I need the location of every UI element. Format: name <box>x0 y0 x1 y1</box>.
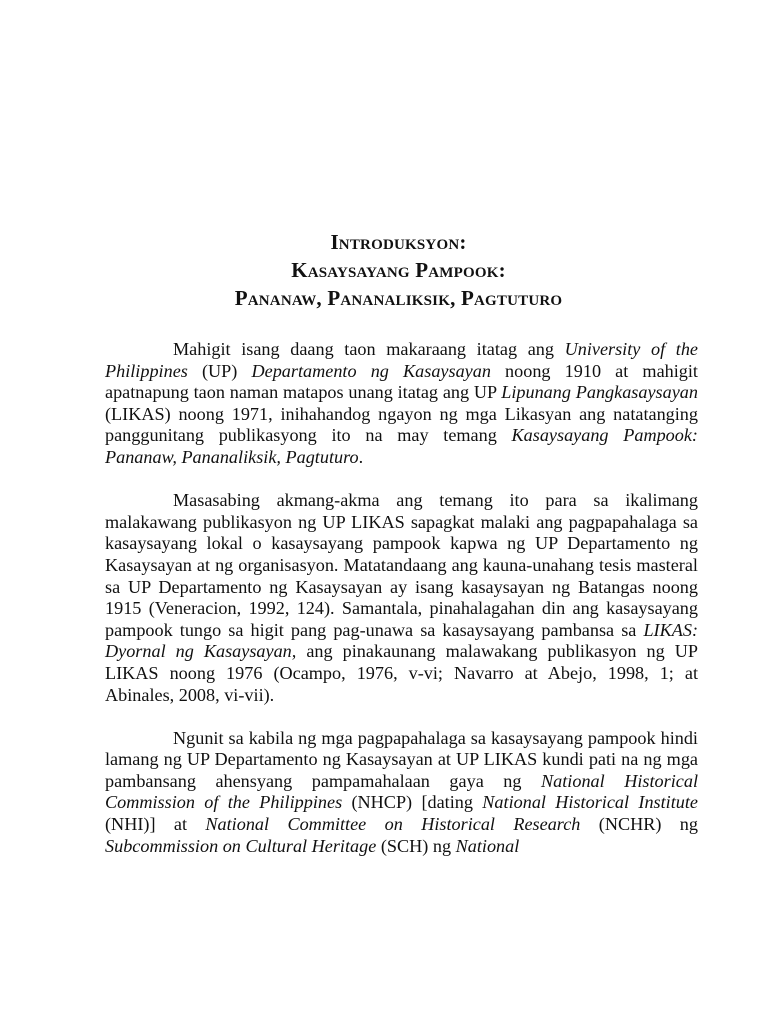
p1-run-4: noong 1910 at mahigit apatnapung taon naman matapos unang itatag ang UP <box>105 360 698 403</box>
p3-run-7: Subcommission on Cultural Heritage <box>105 835 377 856</box>
p3-run-4: (NHI)] at <box>105 814 206 835</box>
title-line-1: Introduksyon: <box>330 230 467 254</box>
p1-run-3: Departamento ng Kasaysayan <box>251 360 491 381</box>
p2-run-0: Masasabing akmang-akma ang temang ito para sa ikalimang malakawang publikasyon ng UP LIKAS sapagkat malaki ang pagpapahalaga sa kasaysayang lokal o kasaysayang pampook kapwa ng UP Departamento ng Kasaysayan at ng organisasyon. Matatandaang ang kauna-unahang tesis masteral sa UP Departamento ng Kasaysayan ay isang kasaysayan ng Batangas noong 1915 (Veneracion, 1992, 124). Samantala, pinahalagahan din ang kasaysayang pampook tungo sa higit pang pag-unawa sa kasaysayang pambansa sa <box>105 490 698 640</box>
document-title <box>99 228 698 312</box>
p3-run-9: National <box>455 835 520 856</box>
p2-run-1: LIKAS: Dyornal ng Kasaysayan, <box>105 619 698 662</box>
p1-run-2: (UP) <box>187 360 252 381</box>
p1-run-0: Mahigit isang daang taon makaraang itatag ang <box>173 339 565 359</box>
p1-run-8: . <box>358 446 364 467</box>
document-page <box>105 228 698 879</box>
p1-run-7: Kasaysayang Pampook: Pananaw, Pananaliksik, Pagtuturo <box>105 425 698 467</box>
p3-run-8: (SCH) ng <box>376 835 456 856</box>
paragraph-3 <box>105 728 698 858</box>
document-body <box>105 339 698 857</box>
p3-run-1: National Historical Commission of the Philippines <box>105 770 698 813</box>
p3-run-5: National Committee on Historical Research <box>205 814 581 835</box>
p3-run-6: (NCHR) ng <box>580 814 698 835</box>
title-line-2: Kasaysayang Pampook: <box>291 258 506 282</box>
p2-run-2: ang pinakaunang malawakang publikasyon ng UP LIKAS noong 1976 (Ocampo, 1976, v-vi; Navarro at Abejo, 1998, 1; at Abinales, 2008, vi-vii). <box>105 641 698 705</box>
title-line-3: Pananaw, Pananaliksik, Pagtuturo <box>234 286 563 310</box>
p1-run-6: (LIKAS) noong 1971, inihahandog ngayon ng mga Likasyan ang natatanging panggunitang publikasyong ito na may temang <box>105 403 698 446</box>
paragraph-2 <box>105 490 698 706</box>
p3-run-0: Ngunit sa kabila ng mga pagpapahalaga sa kasaysayang pampook hindi lamang ng UP Departamento ng Kasaysayan at UP LIKAS kundi pati na ng mga pambansang ahensyang pampamahalaan gaya ng <box>105 727 698 791</box>
p3-run-3: National Historical Institute <box>482 792 698 813</box>
p3-run-2: (NHCP) [dating <box>342 792 483 813</box>
p1-run-5: Lipunang Pangkasaysayan <box>501 382 698 403</box>
paragraph-1 <box>105 339 698 469</box>
p1-run-1: University of the Philippines <box>105 339 698 381</box>
